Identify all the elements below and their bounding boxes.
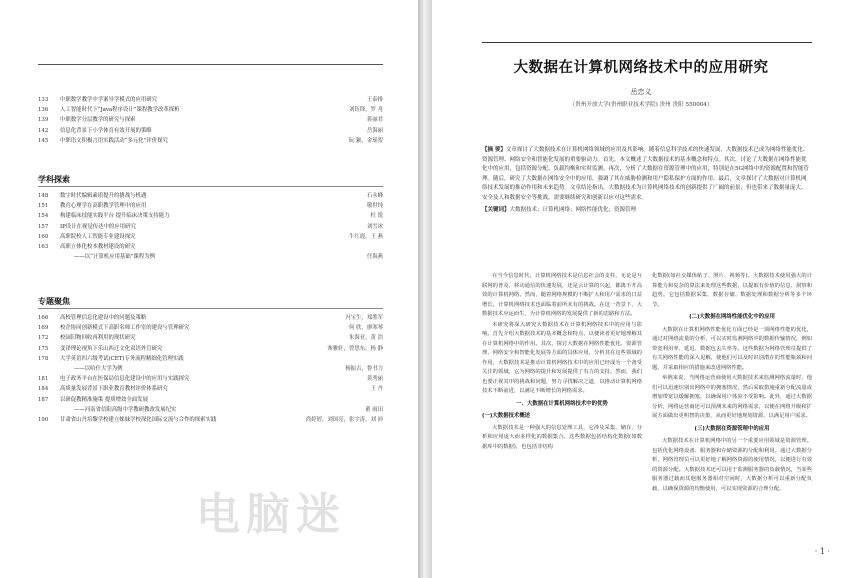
toc-entry-author: 任海燕 [366,254,383,261]
toc-page-number: 181 [38,376,49,383]
toc-entry [38,222,383,232]
toc-entry [38,115,383,125]
body-paragraph: 举例来说，当网络运营商使用大数据技术来监测网络流量时，他们可以迅速识别出网络中的拥塞情况，然后采取措施重新分配流量或增加带宽以缓解拥塞，以确保用户体验不受影响。此外，通过大数据分析，网络运营商还可以预测未来的网络需求，以便在网络升级和扩展方面做出更明智的决策，从而更好地规划资源，以满足用户需求。 [652,375,812,419]
toc-page-number: 136 [38,107,49,114]
right-page [432,0,850,578]
toc-entry-title: 校园旧物回收再利用的现状研究 [60,335,136,342]
toc-entry-author: 何 欣，廖寒琴 [348,325,383,332]
keywords [482,206,810,216]
toc-entry-author: 牛红霞，王 燕 [348,233,383,240]
toc-entry [38,344,383,354]
toc-entry-author: 阮 颖，金瑶贺 [348,137,383,144]
toc-page-number: 190 [38,416,49,423]
toc-entry-title: 教育心理学在高职教学管理中的应用 [60,203,147,210]
toc-entry-author: 王泰排 [366,97,383,103]
toc-entry-title: 中职语文积极言语实践活动“多元化”评价探究 [60,137,168,144]
toc-page-number: 160 [38,233,49,240]
toc-page-number: 145 [38,137,49,144]
toc-page-number: 133 [38,97,49,103]
keywords-label: 【关键词】 [482,206,510,213]
abstract-text: 文章探讨了大数据技术在计算机网络领域的应用及其影响。随着信息科学技术的快速发展，大数据技术已成为网络性能优化、资源管理、网络安全和智能化发展的重要驱动力。首先，本文概述了大数据技术的基本概念和特点。其次，讨论了大数据在网络性能优化中的应用，包括资源分配、负载均衡和实时监测。再次，分析了大数据在资源管理中的应用，特别是在5G网络中的资源配置和智能管理。随后，研究了大数据在网络安全中的应用，强调了其在威胁检测和用户隐私保护方面的作用。最后，文章探讨了大数据对计算机网络技术发展的推动作用和未来趋势。文章结论指出，大数据技术为计算机网络技术的创新提供了广阔的前景，但也带来了数据量庞大、安全及人和数据安全等挑战，需要继续研究和创新以应对这些需求。 [482,147,809,201]
toc-entry-author: 刘钰锋，罗 舟 [348,107,383,114]
section-heading-1: 一、大数据在计算机网络技术中的优势 [516,400,608,407]
toc-page-number: 154 [38,213,49,220]
toc-entry-title: 高职院校人工智能专业建设探究 [60,233,136,240]
toc-page-number: 169 [38,325,49,332]
toc-entry-title: 中职数学教学中学案导学模式的应用研究 [60,97,158,103]
article-affiliation: （贵州开放大学(贵州职业技术学院) 贵州 贵阳 550004） [569,102,713,108]
toc-entry-title: 人工智能时代下“Java程序设计”课程教学改革探析 [60,107,180,114]
toc-entry [38,242,383,252]
toc-entry [38,201,383,211]
toc-entry [38,232,383,242]
toc-entry-title: 变译理论视角下乐山西迁文化双语外宣研究 [60,345,163,352]
toc-entry [38,95,383,105]
toc-entry [38,211,383,221]
toc-entry-title: ——河南省信阳高级中学教研教改发展纪实 [74,406,177,413]
toc-entry [38,405,383,415]
toc-entry [38,252,383,262]
body-column-left [482,272,642,453]
top-rule [38,64,383,65]
toc-entry [38,323,383,333]
article-title: 大数据在计算机网络技术中的应用研究 [513,59,769,76]
section-title-1: 学科探索 [38,175,70,184]
book-spine [418,0,432,578]
toc-entry [38,395,383,405]
toc-entry-author: 杨振吉，鲁书力 [345,365,383,372]
toc-entry [38,374,383,384]
toc-page-number: 166 [38,315,49,321]
toc-entry-author: 王 丹 [370,386,383,393]
body-paragraph: 大数据技术在计算机网络中的另一个重要应用领域是资源管理。包括优化网络设备、服务器和存储资源的分配和利用。通过大数据分析，网络管理员可以更好地了解网络资源的使用情况，以便进行有效的资源分配。大数据技术还可以用于监测服务器的负载情况，当某些服务器过载而其他服务器相对空闲时，大数据分析可以重新分配负载，以确保资源的均衡使用，可以实现资源的合理分配。 [652,438,812,492]
toc-entry-author: 寨雅轩，曾思东，杨 静 [327,345,383,352]
body-paragraph: 大数据在计算机网络性能优化方面已经是一项网络性能的优化，通过对网络流量的分析，可以实时监测网络中的数据传输情况，例如带宽利用率、延迟、数据包丢失率等。这些数据为网络管理员提供了有关网络性能的深入见解，使他们可以及时识别潜在的性能瓶颈和问题，并采取相应的措施来改进网络性能。 [652,326,812,371]
toc-page-number: 157 [38,223,49,230]
toc-entry [38,136,383,146]
toc-entry-author: 董 雨田 [365,406,383,413]
toc-page-number: 187 [38,396,49,403]
toc-entry-title: 高质量发展背景下职业教育教材评价体系研究 [60,386,168,393]
body-paragraph: 化数据(如社交媒体帖子、照片、视频等)。大数据技术使用强大的计算能力和复杂的算法来处理这些数据，以提取有价值的信息、洞察和趋势。它包括数据采集、数据存储、数据处理和数据分析等多个环节。 [652,273,812,308]
toc-entry [38,126,383,136]
body-paragraph: 大数据技术是一种强大的信息处理工具，它涉及采集、储存、分析和应用庞大而多样化的数据集合。这些数据包括结构化数据(如数据库中的数据)，也包括非结构 [482,424,642,450]
toc-page-number: 148 [38,193,49,199]
toc-page-number: 163 [38,243,49,250]
toc-entry-author: 冯宝生，郑胜军 [345,315,383,321]
section-title-2: 专题聚焦 [38,297,70,306]
keywords-text: 大数据技术；计算机网络；网络性能优化；资源管理 [509,206,637,213]
toc-page-number: 184 [38,386,49,393]
page-number: · 1 · [814,547,830,556]
toc-entry-author: 岳海丽 [366,127,383,134]
subsection-heading-3: (三)大数据在资源管理中的应用 [694,425,770,432]
toc-entry-title: 大学英语四六级考试(CET)专务流程精细化管理实践 [60,355,184,362]
toc-entry-author: 朱海亚，黄 浩 [348,335,383,342]
toc-entry [38,354,383,364]
watermark: 电脑迷 [196,489,346,540]
toc-entry-author: 蒋丽君 [366,117,383,124]
toc-entry-title: 数字时代编辑素质提升的挑战与机遇 [60,193,147,199]
toc-section-2-list [38,313,383,425]
toc-entry-author: 黄秀丽 [366,376,383,383]
toc-entry-title: IP设计在视觉传达中的应用研究 [60,223,136,230]
toc-entry-title: 以研促教精准施策 提质增效全面发展 [60,396,148,403]
toc-entry-title: 校企协同创新模式下高职名师工作室的建设与管理研究 [60,325,190,332]
body-paragraph: 在当今信息时代，计算机网络技术是信息社会的支柱，无论是互联网的普及、移动通信的快速发展，还是云计算的兴起，都离不开高效的计算机网络。然而，随着网络规模的不断扩大和用户需求的日益增长，计算机网络技术也面临着前所未有的挑战。在这一背景下，大数据技术应运而生，为计算机网络的发展提供了新的思路和方法。 [482,273,642,317]
toc-entry-author: 杜 锐 [370,213,383,220]
body-column-right [652,272,812,495]
section-rule-2 [38,308,383,309]
toc-entry-title: 高校管理信息化建设中的问题及策略 [60,315,147,321]
toc-entry-title: 高职立体化校本教材建设的研究 [60,243,136,250]
section-rule-1 [38,186,383,187]
toc-entry-author: 尚婷婷，刘国亮，张宇涛，刘 沛 [305,416,383,423]
toc-entry [38,333,383,343]
toc-entry-author: 石永峰 [366,193,383,199]
toc-page-number: 175 [38,345,49,352]
header-rule [482,42,812,43]
toc-page-number: 142 [38,127,49,134]
toc-page-number: 172 [38,335,49,342]
abstract [482,146,810,204]
toc-entry [38,105,383,115]
toc-page-number: 139 [38,117,49,124]
abstract-box [482,146,810,260]
abstract-label: 【摘 要】 [482,147,506,153]
toc-entry [38,384,383,394]
toc-entry [38,415,383,425]
toc-entry-title: 中职数学分层教学的研究与探索 [60,117,136,124]
toc-entry [38,364,383,374]
toc-entry-title: 信息化背景下小学体育有效开展的策略 [60,127,152,134]
toc-entry-author: 敬世纯 [366,203,383,210]
toc-entry-title: 甘肃省山丹培黎学校建立姊妹学校深化国际交流与合作的探索实践 [60,416,217,423]
toc-entry-title: ——以哈什大学为例 [74,365,123,372]
toc-top-list [38,95,383,146]
toc-entry-title: 电子政务平台在医保局信息化建设中的应用与实践探究 [60,376,190,383]
body-paragraph: 本研究将深入研究大数据技术在计算机网络技术中的应用与影响。首先介绍大数据技术的基本概念和特点，以便读者更好地理解其在计算机网络中的作用。其次，探讨大数据在网络性能优化、资源管理、网络安全和智能化发展等方面的具体应用，分析其在这些领域的作用，大数据技术是推动计算机网络技术中的应用已经成为一个备受关注的领域，它为网络的提升和发展提供了有力的支持。然而，我们也要正视其中的挑战和问题，努力寻找解决之道，以推动计算机网络技术不断前进，以满足不断增长的网络需求。 [482,321,642,394]
toc-page-number: 151 [38,203,49,210]
toc-entry-author: 刘雪冰 [366,223,383,230]
toc-entry-title: ——以“计算机应用基础”课程为例 [74,254,155,261]
toc-entry [38,313,383,323]
toc-entry [38,191,383,201]
subsection-heading-1: (一)大数据技术概述 [482,413,531,419]
subsection-heading-2: (二)大数据在网络性能优化中的应用 [689,314,775,320]
article-author: 岳忠义 [630,88,652,96]
toc-entry-title: 构建临床技能实践平台 提升临床决策支持能力 [60,213,170,220]
toc-page-number: 178 [38,355,49,362]
toc-section-1-list [38,191,383,262]
